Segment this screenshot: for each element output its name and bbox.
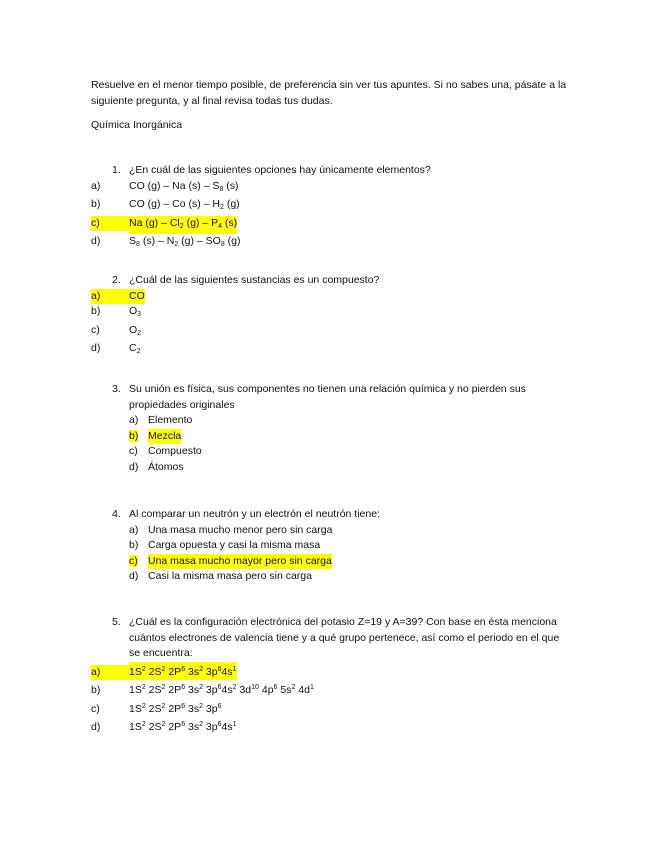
exponent: 2 <box>161 665 166 673</box>
orbital: 3p <box>203 684 218 696</box>
option-letter: b) <box>91 684 101 696</box>
exponent: 6 <box>217 702 222 710</box>
section-title: Química Inorgánica <box>91 119 183 131</box>
orbital: 4s <box>221 721 233 733</box>
option-a <box>91 413 571 429</box>
option-letter: b) <box>91 305 101 317</box>
exponent: 1 <box>232 721 237 728</box>
question-number: 1. <box>112 164 121 176</box>
orbital: 1S <box>129 721 142 733</box>
exponent: 2 <box>141 702 146 710</box>
option-letter: c) <box>129 445 138 457</box>
option-c <box>91 699 571 718</box>
question-4 <box>91 507 571 585</box>
exponent: 2 <box>161 721 166 728</box>
option-letter: a) <box>129 523 139 536</box>
option-letter: c) <box>91 323 100 336</box>
option-d <box>91 717 571 736</box>
question-number: 2. <box>112 274 121 286</box>
option-letter: b) <box>91 198 101 210</box>
option-text: Na $(g) - Cl_2$ $(g) - P_4$ (s) <box>129 216 237 235</box>
exponent: 1 <box>309 684 314 691</box>
option-text <box>129 717 237 736</box>
option-text <box>129 699 222 718</box>
exponent: 2 <box>232 684 237 691</box>
orbital: 3d <box>236 684 252 696</box>
question-number: 3. <box>112 383 121 395</box>
orbital: 3s <box>185 684 200 696</box>
orbital: 3s <box>185 702 200 715</box>
exponent: 6 <box>273 684 278 691</box>
option-d <box>91 460 571 476</box>
option-text <box>129 662 237 681</box>
option-letter: a) <box>129 414 139 426</box>
exponent: 6 <box>181 721 186 728</box>
option-text: Elemento <box>148 414 193 426</box>
exponent: 2 <box>199 684 204 691</box>
option-d <box>91 569 571 585</box>
option-letter: d) <box>91 342 101 354</box>
option-b-highlighted <box>91 429 571 445</box>
option-d <box>91 234 571 253</box>
question-number: 5. <box>112 616 121 628</box>
option-c-highlighted <box>91 216 571 235</box>
orbital: 3s <box>185 665 200 678</box>
exponent: 6 <box>217 684 222 691</box>
orbital: 4p <box>258 684 274 696</box>
question-text: ¿Cuál es la configuración electrónica del potasio Z=19 y A=39? Con base en ésta menciona cuántos electrones de valencia tiene y a qué grupo pertenece, así como el periodo en el que se encuentra: <box>129 616 560 659</box>
orbital: 2P <box>165 702 182 715</box>
option-letter: d) <box>129 460 139 473</box>
orbital: 2P <box>165 721 182 733</box>
orbital: 4s <box>221 665 233 678</box>
exponent: 6 <box>181 702 186 710</box>
option-letter: c) <box>91 702 100 715</box>
exponent: 2 <box>199 665 204 673</box>
exponent: 6 <box>181 684 186 691</box>
exponent: 10 <box>251 684 259 691</box>
question-number: 4. <box>112 508 121 520</box>
exponent: 2 <box>141 665 146 673</box>
orbital: 3s <box>185 721 200 733</box>
orbital: 2P <box>165 684 182 696</box>
orbital: 2S <box>145 721 162 733</box>
exponent: 2 <box>141 721 146 728</box>
orbital: 3p <box>203 702 218 715</box>
option-letter: c) <box>91 216 129 232</box>
orbital: 4d <box>295 684 310 696</box>
orbital: 3p <box>203 665 218 678</box>
option-c <box>91 444 571 460</box>
orbital: 2S <box>145 702 162 715</box>
orbital: 3p <box>203 721 218 733</box>
question-text: ¿Cuál de las siguientes sustancias es un compuesto? <box>129 274 380 286</box>
option-text: $C_2$ <box>129 342 141 355</box>
option-letter: a) <box>91 665 129 681</box>
exponent: 6 <box>217 665 222 673</box>
option-text: CO (g) – Co $(s) - H_2$ (g) <box>129 198 240 211</box>
instructions-paragraph: Resuelve en el menor tiempo posible, de preferencia sin ver tus apuntes. Si no sabes una, pásate a la siguiente pregunta, y al final revisa todas tus dudas. <box>91 79 567 107</box>
option-c <box>91 323 571 342</box>
orbital: 4s <box>221 684 233 696</box>
option-text: Una masa mucho menor pero sin carga <box>148 523 333 536</box>
option-text: Una masa mucho mayor pero sin carga <box>148 554 332 570</box>
option-text: $O_3$ <box>129 305 142 318</box>
exponent: 2 <box>199 721 204 728</box>
option-letter: b) <box>129 429 139 442</box>
option-text: Átomos <box>148 460 184 473</box>
option-letter: a) <box>91 179 101 192</box>
exponent: 2 <box>161 684 166 691</box>
option-a-highlighted <box>91 289 571 305</box>
orbital: 2S <box>145 684 162 696</box>
option-c-highlighted <box>91 554 571 570</box>
option-letter: c) <box>129 554 138 567</box>
option-d <box>91 341 571 360</box>
exponent: 1 <box>232 665 237 673</box>
option-b <box>91 538 571 554</box>
question-text: ¿En cuál de las siguientes opciones hay únicamente elementos? <box>129 164 431 176</box>
option-text: $O_2$ <box>129 323 142 337</box>
option-b <box>91 197 571 216</box>
option-b <box>91 304 571 323</box>
option-b <box>91 680 571 699</box>
orbital: 1S <box>129 702 142 715</box>
question-1 <box>91 163 571 253</box>
exponent: 2 <box>199 702 204 710</box>
option-text <box>129 680 314 699</box>
option-letter: b) <box>129 539 139 551</box>
option-text: Casi la misma masa pero sin carga <box>148 570 312 582</box>
exponent: 2 <box>291 684 296 691</box>
question-text: Su unión es física, sus componentes no tienen una relación química y no pierden sus propiedades originales <box>129 383 526 411</box>
option-text: Carga opuesta y casi la misma masa <box>148 539 321 551</box>
option-text: $S_8$ $(s) - N_2$ $(g) - SO_8$ (g) <box>129 235 241 248</box>
orbital: 1S <box>129 684 142 696</box>
orbital: 1S <box>129 665 142 678</box>
option-a <box>91 523 571 539</box>
option-text: CO (g) – Na $(s) - S_8$ (s) <box>129 179 239 193</box>
option-a-highlighted <box>91 662 571 681</box>
question-text: Al comparar un neutrón y un electrón el neutrón tiene: <box>129 508 380 520</box>
option-text: Mezcla <box>148 429 181 445</box>
option-a <box>91 179 571 198</box>
option-letter: a) <box>91 289 129 305</box>
exponent: 6 <box>181 665 186 673</box>
option-letter: d) <box>91 235 101 247</box>
exponent: 2 <box>141 684 146 691</box>
question-5 <box>91 615 571 736</box>
option-letter: d) <box>91 721 101 733</box>
question-2 <box>91 273 571 360</box>
orbital: 2P <box>165 665 182 678</box>
option-text: CO <box>129 289 145 305</box>
exponent: 2 <box>161 702 166 710</box>
option-text: Compuesto <box>148 445 202 457</box>
option-letter: d) <box>129 570 139 582</box>
orbital: 5s <box>277 684 292 696</box>
orbital: 2S <box>145 665 162 678</box>
question-3 <box>91 382 571 475</box>
exponent: 6 <box>217 721 222 728</box>
